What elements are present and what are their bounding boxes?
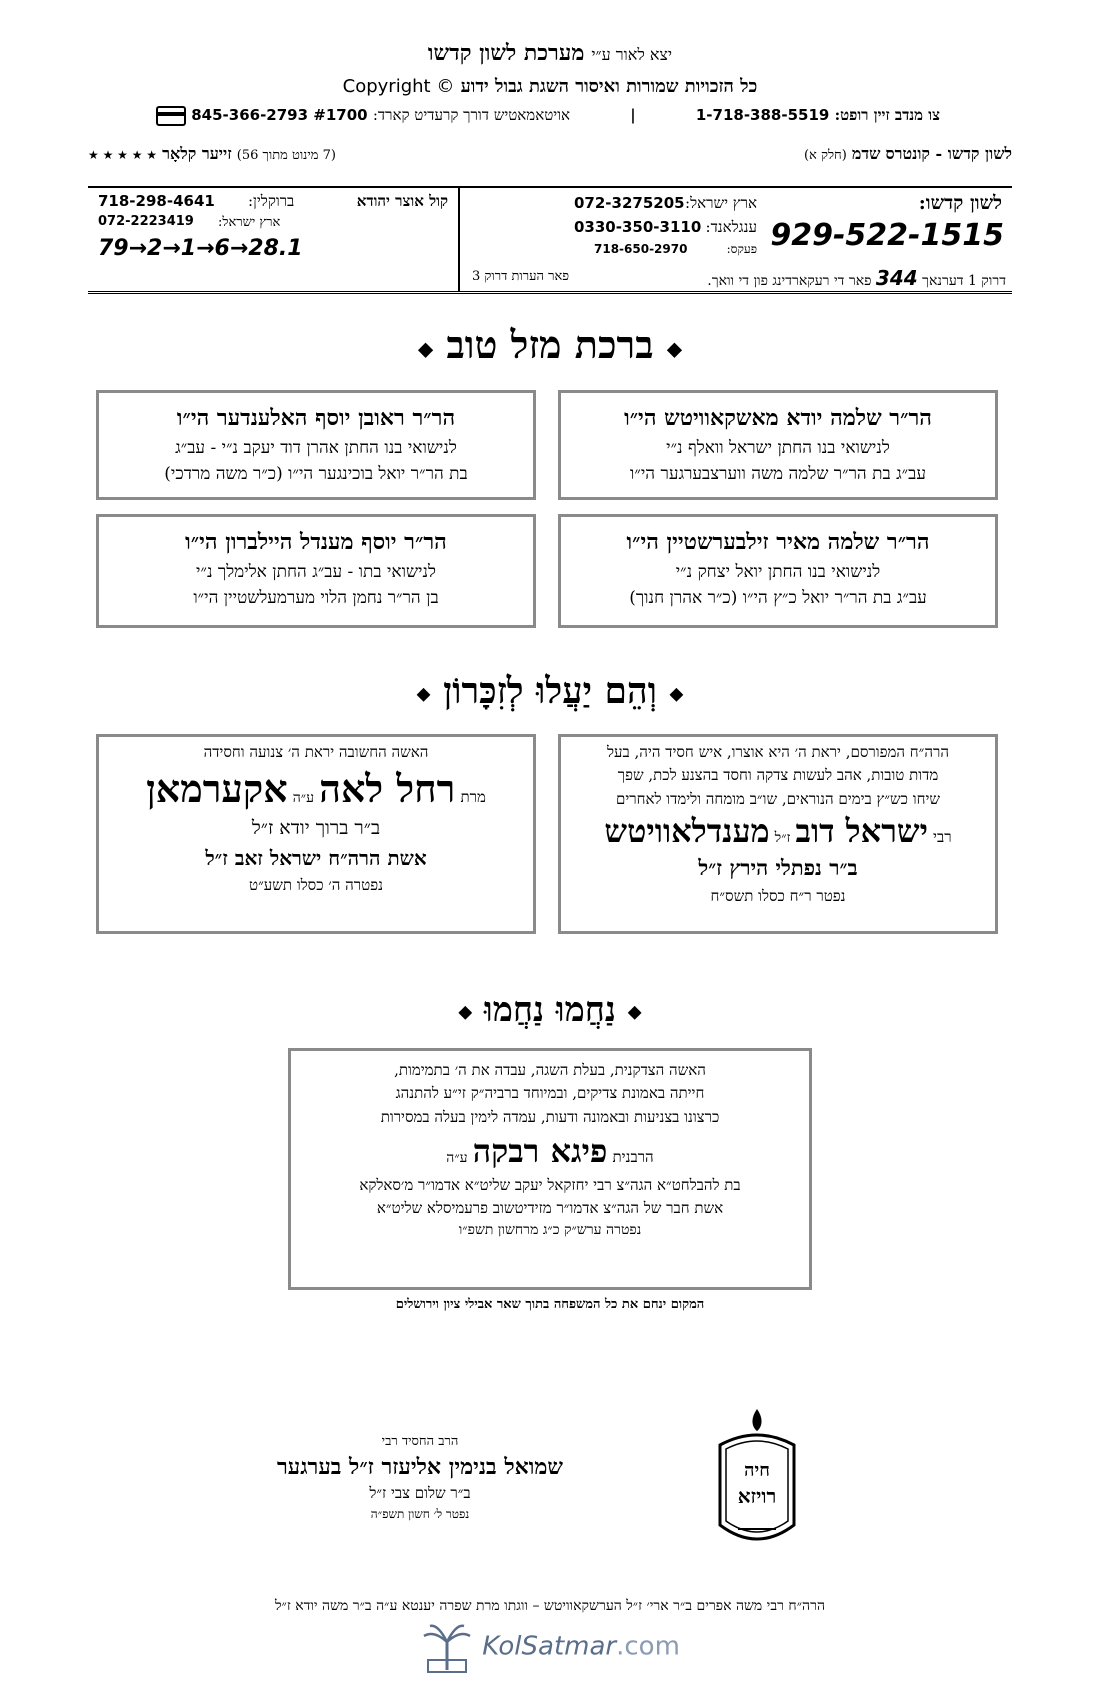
name-surname: אקערמאן xyxy=(146,766,288,812)
notice-line: אשת הרה״ח ישראל זאב ז״ל xyxy=(205,846,427,871)
nichumim-title: נַחֲמוּ נַחֲמוּ xyxy=(484,990,616,1030)
zikaron-title: וְהֵם יַעֲלוּ לְזִכָּרוֹן xyxy=(443,670,657,712)
brooklyn-label: ברוקלין: xyxy=(248,192,295,210)
name-first: ישראל דוב xyxy=(795,811,928,850)
site-name: KolSatmar xyxy=(482,1631,617,1662)
logo-text: חיה xyxy=(744,1460,770,1481)
palm-tree-icon xyxy=(420,1620,474,1674)
notice-line: האשה הצדקנית, בעלת השגה, עבדה את ה׳ בתמימות, xyxy=(394,1061,706,1079)
publisher-prefix: יצא לאור ע״י xyxy=(591,45,673,64)
rights-text: כל הזכויות שמורות ואיסור השגת גבול ידוע xyxy=(460,76,758,97)
press3-line: פאר הערות דרוק 3 xyxy=(472,269,570,284)
contact-box xyxy=(88,186,1012,294)
copyright-text: Copyright © xyxy=(342,76,455,97)
site-tld: .com xyxy=(616,1631,680,1662)
notice-line: בת הר״ר יואל בוכינגער הי״ו (כ״ר משה מרדכי) xyxy=(164,464,468,485)
bullet-icon: ◆ xyxy=(669,683,684,705)
notice-line: אשת חבר של הגה״צ אדמו״ר מזידיטשוב פרעמיסלא שליט״א xyxy=(376,1198,724,1217)
notice-line: שיחו כש״ץ בימים הנוראים, שו״ב מומחה ולימדו לאחרים xyxy=(615,789,941,808)
press1-number: 344 xyxy=(875,266,918,290)
israel-phone[interactable]: 072-3275205 xyxy=(574,194,685,212)
notice-line: נפטר ר״ח כסלו תשס״ח xyxy=(710,886,846,905)
mazel-tov-notice xyxy=(96,514,536,628)
kol-otzar-label: קול אוצר יהודא xyxy=(356,192,448,210)
publisher-line xyxy=(0,40,1100,66)
name-first: פיגא רבקה xyxy=(472,1131,608,1170)
credit-card-icon xyxy=(156,106,186,126)
memorial-line: ב״ר שלום צבי ז״ל xyxy=(369,1484,471,1503)
recording-title-group xyxy=(804,144,1012,164)
notice-line: בן הר״ר נחמן הלוי מערמעלשטיין הי״ו xyxy=(193,588,439,609)
notice-line: כרצונו בצניעות ובאמונה ודעות, עמדה לימין בעלה במסירות xyxy=(380,1107,720,1126)
eretz-phone[interactable]: 072-2223419 xyxy=(98,214,194,229)
name-prefix: מרת xyxy=(460,788,486,807)
name-prefix: רבי xyxy=(933,827,952,846)
rating-stars-icon: ★ ★ ★ ★ ★ xyxy=(88,148,158,162)
bullet-icon: ◆ xyxy=(417,336,434,361)
auto-donate-phone[interactable]: 845-366-2793 #1700 xyxy=(191,106,368,124)
notice-line: עב״ג בת הר״ר יואל כ״ץ הי״ו (כ״ר אהרן חנוך) xyxy=(629,588,927,609)
memorial-name: שמואל בנימין אליעזר ז״ל בערגער xyxy=(277,1453,563,1480)
notice-line: ב״ר נפתלי הירץ ז״ל xyxy=(698,855,858,881)
publisher-name: מערכת לשון קדשו xyxy=(427,40,585,66)
zikaron-notice-right xyxy=(558,734,998,934)
name-suffix: ז״ל xyxy=(774,829,791,846)
notice-line: עב״ג בת הר״ר שלמה משה ווערצבערגער הי״ו xyxy=(630,464,926,485)
recording-line xyxy=(88,144,1012,164)
mazel-tov-heading xyxy=(0,322,1100,368)
name-suffix: ע״ה xyxy=(446,1149,468,1166)
contact-main xyxy=(464,188,1012,291)
main-phone[interactable]: 929-522-1515 xyxy=(770,218,1004,253)
press1-prefix: דרוק 1 דערנאך xyxy=(922,273,1006,289)
notice-line: הר״ר ראובן יוסף האלענדער הי״ו xyxy=(176,405,456,431)
memorial-block xyxy=(240,1432,600,1523)
notice-line: הר״ר שלמה מאיר זילבערשטיין הי״ו xyxy=(626,529,930,555)
memorial-candle-logo xyxy=(712,1405,802,1555)
donate-line xyxy=(150,106,940,126)
divider: | xyxy=(630,106,636,124)
mazel-tov-title: ברכת מזל טוב xyxy=(446,322,654,367)
notice-line: האשה החשובה יראת ה׳ צנועה וחסידה xyxy=(203,743,429,761)
zikaron-notice-left xyxy=(96,734,536,934)
notice-line: לנישואי בנו החתן אהרן דוד יעקב נ״י - עב״ג xyxy=(175,438,457,459)
kolsatmar-logo[interactable] xyxy=(420,1620,680,1674)
england-phone[interactable]: 0330-350-3110 xyxy=(574,218,702,236)
mazel-tov-notice xyxy=(558,514,998,628)
logo-text: רויזא xyxy=(737,1484,777,1508)
memorial-line: נפטר ל׳ חשון תשפ״ה xyxy=(370,1507,470,1522)
israel-label: ארץ ישראל: xyxy=(685,194,757,212)
bullet-icon: ◆ xyxy=(627,1001,642,1023)
notice-line: ב״ר ברוך יודא ז״ל xyxy=(251,816,381,839)
donate-phone[interactable]: 1-718-388-5519 xyxy=(695,106,830,124)
mazel-tov-notice xyxy=(558,390,998,500)
main-label: לשון קדשו: xyxy=(918,192,1002,214)
auto-donate-group xyxy=(150,106,570,126)
recording-prefix: לשון קדשו - קונטרס xyxy=(885,144,1012,163)
recording-rating-group xyxy=(88,144,336,164)
notice-line: נפטרה ערש״ק כ״ג מרחשון תשפ״ו xyxy=(458,1222,642,1239)
name-surname: מענדלאוויטש xyxy=(604,811,770,850)
brooklyn-phone[interactable]: 718-298-4641 xyxy=(98,192,215,210)
name-prefix: הרבנית xyxy=(612,1147,654,1166)
recording-part: (חלק א) xyxy=(803,148,847,163)
memorial-line: הרב החסיד רבי xyxy=(381,1434,459,1449)
copyright-line xyxy=(0,76,1100,97)
notice-line: לנישואי בנו החתן יואל יצחק נ״י xyxy=(675,562,881,583)
deceased-name xyxy=(301,1129,799,1174)
name-suffix: ע״ה xyxy=(292,790,315,807)
deceased-name xyxy=(571,811,985,853)
recording-clarity: זייער קלאָר xyxy=(162,144,232,163)
bullet-icon: ◆ xyxy=(416,683,431,705)
nichumim-notice xyxy=(288,1048,812,1290)
donate-phone-group xyxy=(696,106,940,126)
zikaron-heading xyxy=(0,670,1100,712)
fax-label: פעקס: xyxy=(726,242,757,256)
auto-donate-label: אויטאמאטיש דורך קרעדיט קארד: xyxy=(372,106,571,124)
eretz-label: ארץ ישראל: xyxy=(218,215,281,230)
england-label: ענגלאנד: xyxy=(705,218,757,236)
notice-line: הר״ר יוסף מענדל היילברון הי״ו xyxy=(185,529,447,555)
name-first: רחל לאה xyxy=(319,766,456,812)
bullet-icon: ◆ xyxy=(458,1001,473,1023)
menu-sequence: 79→2→1→6→28.1 xyxy=(98,236,303,261)
notice-line: מדות טובות, אהב לעשות צדקה וחסד בהצנע לכת, שפך xyxy=(617,766,939,785)
sponsor-line: הרה״ח רבי משה אפרים ב״ר ארי׳ ז״ל הערשקאוויטש – ווגתו מרת שפרה יענטא ע״ה ב״ר משה יודא ז״ל xyxy=(274,1598,826,1614)
notice-line: נפטרה ה׳ כסלו תשע״ט xyxy=(249,876,383,895)
notice-line: לנישואי בנו החתן ישראל וואלף נ״י xyxy=(666,438,890,459)
mazel-tov-notice xyxy=(96,390,536,500)
notice-line: הר״ר שלמה יודא מאשקאוויטש הי״ו xyxy=(624,405,932,431)
nichumim-heading xyxy=(0,990,1100,1030)
notice-line: הרה״ח המפורסם, יראת ה׳ היא אוצרו, איש חסיד היה, בעל xyxy=(607,743,949,761)
recording-title: שדמ xyxy=(851,144,881,163)
press1-suffix: פאר די רעקארדינג פון די וואך. xyxy=(707,273,872,289)
deceased-name xyxy=(109,764,523,813)
fax-phone[interactable]: 718-650-2970 xyxy=(594,242,688,256)
notice-line: בת להבלחט״א הגה״צ רבי יחזקאל יעקב שליט״א אדמו״ר מ׳סאלקא xyxy=(359,1175,741,1194)
bullet-icon: ◆ xyxy=(666,336,683,361)
notice-line: לנישואי בתו - עב״ג החתן אלימלך נ״י xyxy=(196,562,436,583)
donate-label: צו מנדב זיין רופט: xyxy=(834,106,940,124)
kol-otzar-info xyxy=(88,188,460,291)
consolation-footer: המקום ינחם את כל המשפחה בתוך שאר אבילי ציון וירושלים xyxy=(395,1297,705,1312)
notice-line: חייתה באמונת צדיקים, ובמיוחד ברביה״ק זי״ע להתנהג xyxy=(395,1084,705,1103)
recording-minutes: (7 מינוט מתוך 56) xyxy=(236,148,336,163)
press1-line xyxy=(707,266,1006,290)
